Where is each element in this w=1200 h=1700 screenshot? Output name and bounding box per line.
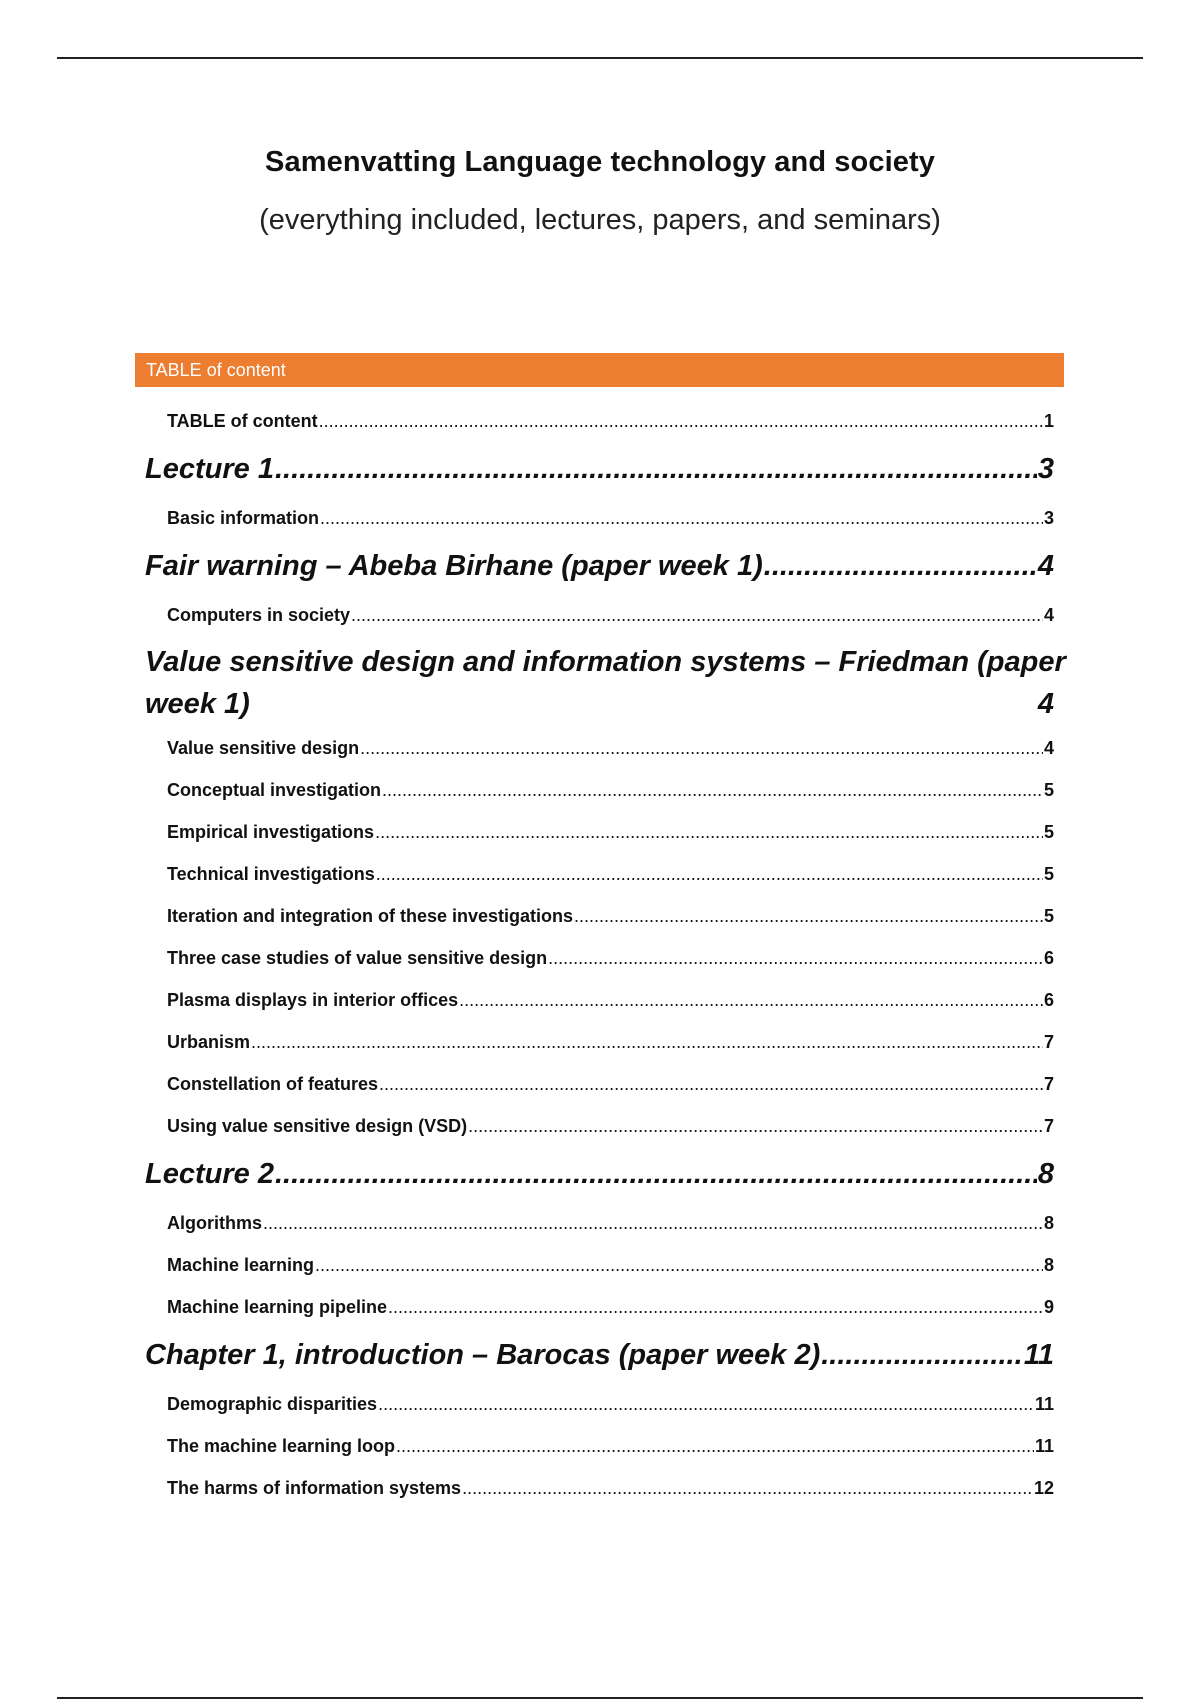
toc-entry-page: 4 [1037,550,1054,582]
toc-entry-page: 9 [1043,1297,1054,1317]
toc-entry-label: Conceptual investigation [167,780,382,800]
toc-entry[interactable] [145,1105,1054,1147]
toc-entry-page: 11 [1034,1394,1054,1414]
toc-entry-label: Urbanism [167,1032,251,1052]
toc-entry-label: Technical investigations [167,864,375,884]
toc-entry[interactable] [145,1425,1054,1467]
toc-entry-page: 6 [1043,990,1054,1010]
toc-entry-page: 5 [1043,822,1054,842]
document-title: Samenvatting Language technology and society [265,146,935,178]
toc-leader [382,769,1043,811]
toc-entry-page: 7 [1043,1032,1054,1052]
toc-leader [821,1328,1023,1383]
toc-leader [548,937,1043,979]
toc-heading: TABLE of content [135,353,1064,387]
toc-entry[interactable] [145,937,1054,979]
toc-entry[interactable] [145,497,1054,539]
toc-leader [462,1467,1033,1509]
toc-leader [376,853,1043,895]
toc-entry[interactable] [145,1383,1054,1425]
toc-entry[interactable] [145,1286,1054,1328]
toc-leader [388,1286,1043,1328]
toc-entry[interactable] [145,979,1054,1021]
toc-entry[interactable] [145,1328,1054,1383]
toc-entry[interactable] [145,769,1054,811]
toc-leader [251,1021,1043,1063]
toc-leader [351,594,1043,636]
footer-rule [57,1697,1143,1699]
toc-entry-page: 1 [1043,411,1054,431]
toc-entry-label: Machine learning pipeline [167,1297,388,1317]
header-rule [57,57,1143,59]
toc-entry-label: Fair warning – Abeba Birhane (paper week 1) [145,550,763,582]
toc-entry-page: 3 [1043,508,1054,528]
toc-entry[interactable] [145,727,1054,769]
toc-entry[interactable] [145,594,1054,636]
toc-entry[interactable] [145,895,1054,937]
toc-entry-label: The machine learning loop [167,1436,396,1456]
toc-leader [468,1105,1043,1147]
toc-entry-label: Plasma displays in interior offices [167,990,459,1010]
toc-entry[interactable] [145,1147,1054,1202]
toc-entry[interactable] [145,811,1054,853]
document-subtitle: (everything included, lectures, papers, and seminars) [259,204,941,236]
toc-entry-page: 4 [1043,605,1054,625]
toc-leader [375,811,1043,853]
toc-entry-label: Demographic disparities [167,1394,378,1414]
toc-leader [319,400,1043,442]
toc-leader [360,727,1043,769]
toc-entry[interactable] [145,400,1054,442]
toc-entry[interactable] [145,442,1054,497]
toc-entry-page: 5 [1043,864,1054,884]
toc-entry-page: 11 [1023,1339,1054,1371]
toc-entry-label: Value sensitive design [167,738,360,758]
toc-entry[interactable] [145,1063,1054,1105]
toc-entry-label: Basic information [167,508,320,528]
toc-entry-page: 8 [1043,1255,1054,1275]
toc-leader [396,1425,1034,1467]
table-of-contents [145,400,1066,1509]
toc-entry-label: Lecture 1 [145,453,274,485]
toc-entry-page: 4 [1037,688,1054,720]
toc-leader [378,1383,1034,1425]
toc-entry-label: The harms of information systems [167,1478,462,1498]
toc-entry-label: Three case studies of value sensitive design [167,948,548,968]
toc-entry-page: 3 [1037,453,1054,485]
toc-entry-page: 11 [1034,1436,1054,1456]
toc-entry-label: Chapter 1, introduction – Barocas (paper week 2) [145,1339,821,1371]
toc-entry-label: Using value sensitive design (VSD) [167,1116,468,1136]
toc-leader [574,895,1043,937]
toc-entry-page: 4 [1043,738,1054,758]
toc-entry-page: 12 [1033,1478,1054,1498]
toc-entry-page: 7 [1043,1074,1054,1094]
toc-entry-page: 8 [1037,1158,1054,1190]
toc-entry-page: 6 [1043,948,1054,968]
toc-entry[interactable] [145,1244,1054,1286]
toc-entry-page: 5 [1043,780,1054,800]
toc-entry-label: Algorithms [167,1213,263,1233]
toc-entry[interactable] [145,853,1054,895]
toc-entry-label: TABLE of content [167,411,318,431]
toc-entry[interactable] [145,539,1054,594]
toc-entry-page: 7 [1043,1116,1054,1136]
toc-entry-page: 5 [1043,906,1054,926]
toc-entry-page: 8 [1043,1213,1054,1233]
toc-entry-label-continued: week 1) [145,688,250,720]
toc-entry-label: Computers in society [167,605,351,625]
toc-entry[interactable] [145,636,1066,727]
toc-entry[interactable] [145,1021,1054,1063]
toc-leader [764,539,1037,594]
toc-leader [320,497,1043,539]
toc-entry-label: Value sensitive design and information systems – Friedman (paper [145,646,1066,678]
toc-entry-label: Empirical investigations [167,822,375,842]
toc-entry[interactable] [145,1467,1054,1509]
toc-leader [379,1063,1043,1105]
toc-leader [263,1202,1043,1244]
toc-entry[interactable] [145,1202,1054,1244]
toc-leader [459,979,1043,1021]
toc-entry-label: Constellation of features [167,1074,379,1094]
toc-leader [315,1244,1043,1286]
toc-entry-label: Lecture 2 [145,1158,274,1190]
toc-leader [275,1147,1037,1202]
toc-entry-label: Machine learning [167,1255,315,1275]
toc-entry-label: Iteration and integration of these investigations [167,906,574,926]
toc-leader [275,442,1037,497]
